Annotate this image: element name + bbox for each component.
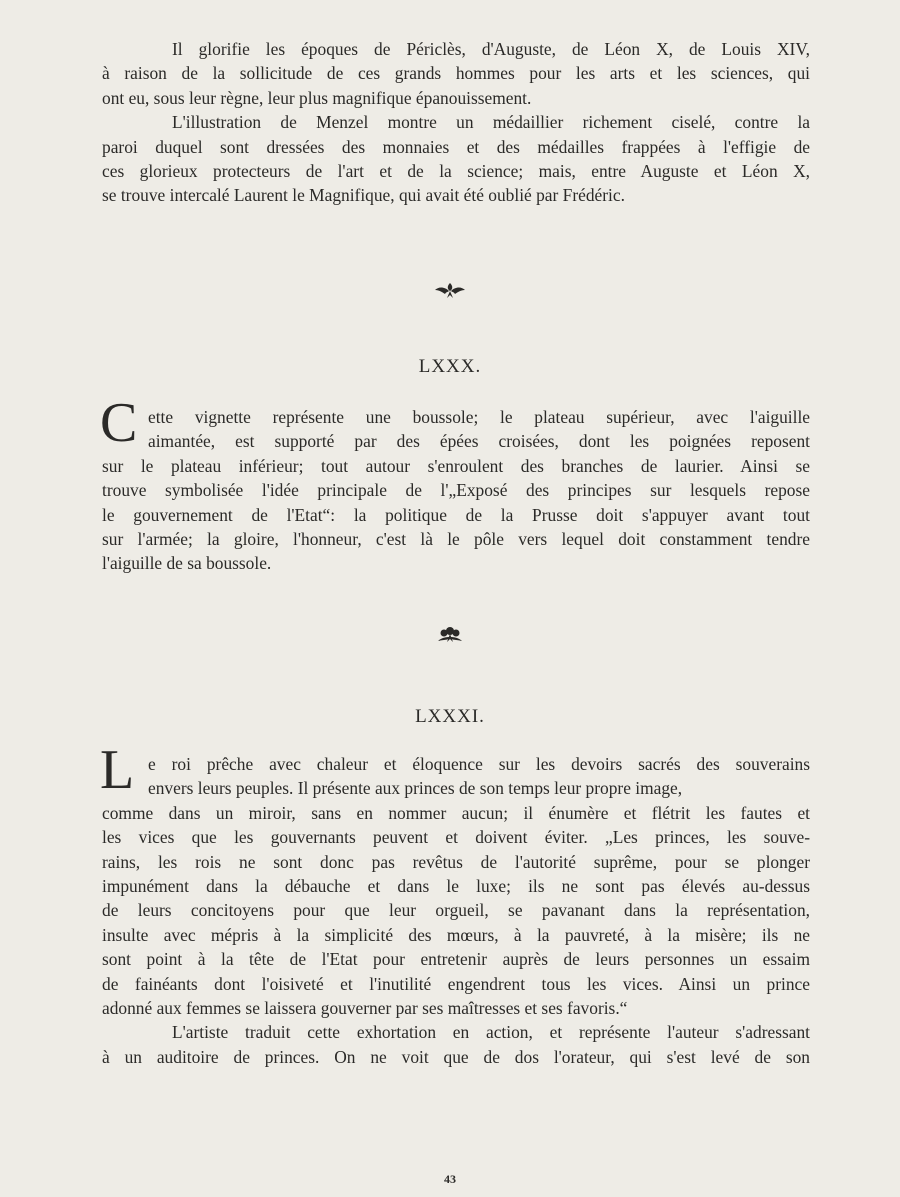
- page-number: 43: [444, 1172, 456, 1186]
- text-line: insulte avec mépris à la simplicité des mœurs, à la pauvreté, à la misère; ils ne: [102, 924, 810, 945]
- flower-ornament-icon: [0, 625, 900, 651]
- text-line: sont point à la tête de l'Etat pour entretenir auprès de leurs personnes un essaim: [102, 949, 810, 970]
- text-line: sur l'armée; la gloire, l'honneur, c'est là le pôle vers lequel doit constamment tendre: [102, 529, 810, 550]
- section-lxxx-text: [100, 392, 810, 576]
- intro-paragraphs: [102, 37, 810, 208]
- text-line: se trouve intercalé Laurent le Magnifique, qui avait été oublié par Frédéric.: [102, 185, 625, 206]
- drop-cap: C: [100, 392, 138, 454]
- text-line: aimantée, est supporté par des épées croisées, dont les poignées reposent: [148, 431, 810, 452]
- text-line: adonné aux femmes se laissera gouverner par ses maîtresses et ses favoris.“: [102, 998, 628, 1019]
- text-line: Il glorifie les époques de Périclès, d'Auguste, de Léon X, de Louis XIV,: [172, 39, 810, 59]
- section-heading-lxxxi: LXXXI.: [415, 706, 485, 727]
- text-line: e roi prêche avec chaleur et éloquence sur les devoirs sacrés des souverains: [148, 754, 810, 774]
- text-line: envers leurs peuples. Il présente aux princes de son temps leur propre image,: [148, 778, 683, 799]
- text-line: ces glorieux protecteurs de l'art et de la science; mais, entre Auguste et Léon X,: [102, 161, 810, 182]
- text-line: de leurs concitoyens pour que leur orgueil, se pavanant dans la représentation,: [102, 900, 810, 921]
- drop-cap: L: [100, 739, 135, 801]
- text-line: L'illustration de Menzel montre un médaillier richement ciselé, contre la: [172, 112, 810, 133]
- text-line: ette vignette représente une boussole; le plateau supérieur, avec l'aiguille: [148, 407, 810, 427]
- text-line: le gouvernement de l'Etat“: la politique de la Prusse doit s'appuyer avant tout: [102, 504, 810, 525]
- fleuron-ornament-icon: [0, 280, 900, 306]
- section-heading-lxxx: LXXX.: [418, 356, 482, 377]
- text-line: impunément dans la débauche et dans le luxe; ils ne sont pas élevés au-dessus: [102, 876, 810, 897]
- text-line: l'aiguille de sa boussole.: [102, 553, 272, 574]
- text-line: trouve symbolisée l'idée principale de l'„Exposé des principes sur lesquels repose: [102, 480, 810, 501]
- text-line: comme dans un miroir, sans en nommer aucun; il énumère et flétrit les fautes et: [102, 802, 810, 823]
- text-line: à raison de la sollicitude de ces grands hommes pour les arts et les sciences, qui: [102, 63, 810, 84]
- text-line: rains, les rois ne sont donc pas revêtus de l'autorité suprême, pour se plonger: [102, 851, 810, 872]
- text-line: ont eu, sous leur règne, leur plus magnifique épanouissement.: [102, 87, 532, 108]
- text-line: de fainéants dont l'oisiveté et l'inutilité engendrent tous les vices. Ainsi un prince: [102, 973, 810, 994]
- text-line: paroi duquel sont dressées des monnaies et des médailles frappées à l'effigie de: [102, 136, 810, 157]
- text-line: sur le plateau inférieur; tout autour s'enroulent des branches de laurier. Ainsi se: [102, 455, 810, 476]
- text-line: les vices que les gouvernants peuvent et doivent éviter. „Les princes, les souve-: [102, 827, 810, 848]
- section-lxxxi-text: [100, 739, 810, 1069]
- text-line: à un auditoire de princes. On ne voit que de dos l'orateur, qui s'est levé de son: [102, 1046, 810, 1067]
- text-line: L'artiste traduit cette exhortation en action, et représente l'auteur s'adressant: [172, 1022, 810, 1043]
